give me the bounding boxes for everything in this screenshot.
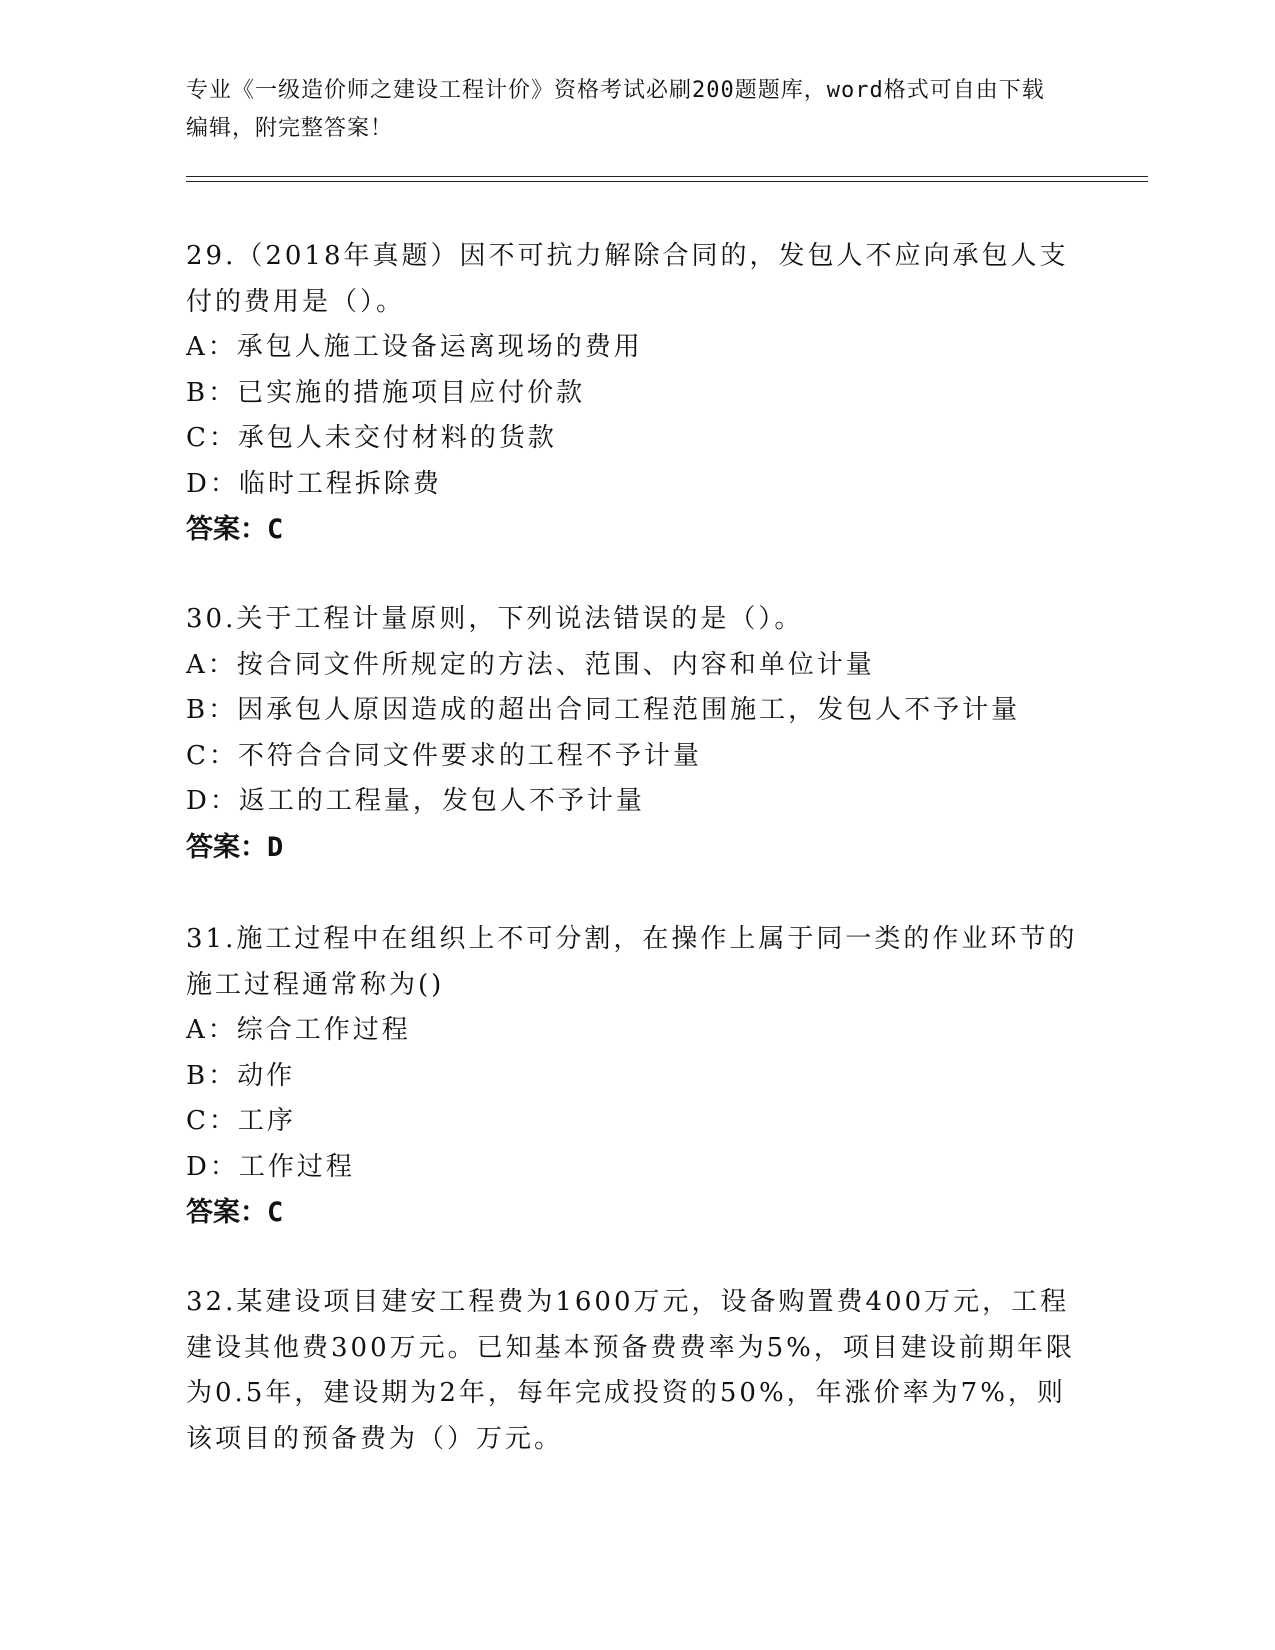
- answer-label: 答案：C: [186, 514, 284, 545]
- question-29: [186, 234, 1086, 553]
- header-divider-top: [186, 176, 1148, 177]
- option-c: C：工序: [186, 1106, 296, 1136]
- header-divider-bottom: [186, 181, 1148, 182]
- question-stem: 32.某建设项目建安工程费为1600万元，设备购置费400万元，工程建设其他费300万元。已知基本预备费费率为5%，项目建设前期年限为0.5年，建设期为2年，每年完成投资的50%，年涨价率为7%，则该项目的预备费为（）万元。: [186, 1287, 1075, 1454]
- question-stem: 30.关于工程计量原则，下列说法错误的是（）。: [186, 604, 804, 634]
- option-d: D：临时工程拆除费: [186, 468, 442, 499]
- option-b: B：已实施的措施项目应付价款: [186, 377, 586, 408]
- question-stem: 31.施工过程中在组织上不可分割，在操作上属于同一类的作业环节的施工过程通常称为(): [186, 924, 1078, 1000]
- answer-label: 答案：C: [186, 1197, 284, 1228]
- question-stem: 29.（2018年真题）因不可抗力解除合同的，发包人不应向承包人支付的费用是（）。: [186, 241, 1069, 317]
- option-b: B：动作: [186, 1060, 296, 1091]
- question-32: [186, 1280, 1086, 1462]
- option-a: A：按合同文件所规定的方法、范围、内容和单位计量: [186, 649, 875, 680]
- option-c: C：承包人未交付材料的货款: [186, 423, 557, 453]
- option-a: A：承包人施工设备运离现场的费用: [186, 332, 643, 362]
- document-header: 专业《一级造价师之建设工程计价》资格考试必刷200题题库，word格式可自由下载编辑，附完整答案！: [186, 78, 1045, 141]
- option-c: C：不符合合同文件要求的工程不予计量: [186, 740, 702, 771]
- question-31: [186, 917, 1086, 1236]
- question-30: [186, 597, 1086, 870]
- option-d: D：工作过程: [186, 1151, 355, 1182]
- option-d: D：返工的工程量，发包人不予计量: [186, 786, 645, 816]
- option-b: B：因承包人原因造成的超出合同工程范围施工，发包人不予计量: [186, 695, 1021, 725]
- answer-label: 答案：D: [186, 831, 284, 863]
- option-a: A：综合工作过程: [186, 1015, 411, 1045]
